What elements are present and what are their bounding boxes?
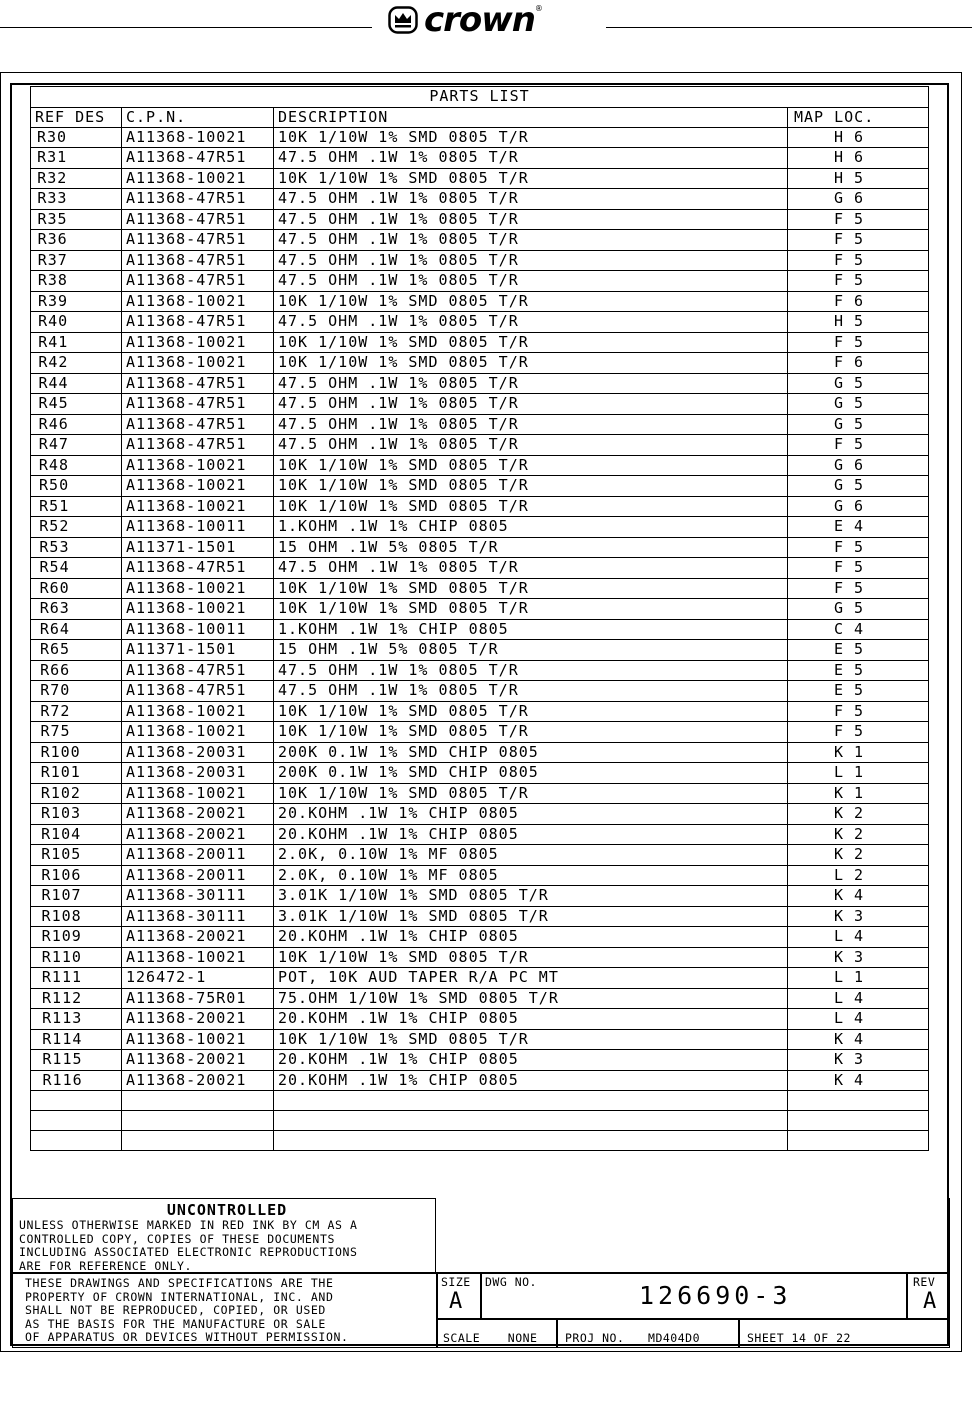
ref-des: R64 xyxy=(31,619,122,640)
cpn: A11368-10011 xyxy=(122,619,274,640)
empty-cell xyxy=(122,1131,274,1151)
ref-des: R102 xyxy=(31,783,122,804)
cpn: A11368-10021 xyxy=(122,455,274,476)
description: 20.KOHM .1W 1% CHIP 0805 xyxy=(274,927,788,948)
parts-row xyxy=(31,783,929,804)
parts-row xyxy=(31,148,929,169)
dwg-no-value: 126690-3 xyxy=(639,1281,792,1310)
parts-row xyxy=(31,1050,929,1071)
map-loc: K 4 xyxy=(788,886,929,907)
proj-label: PROJ NO. xyxy=(565,1331,625,1345)
map-loc: E 5 xyxy=(788,640,929,661)
description: 10K 1/10W 1% SMD 0805 T/R xyxy=(274,496,788,517)
parts-row xyxy=(31,619,929,640)
ref-des: R36 xyxy=(31,230,122,251)
cpn: A11368-47R51 xyxy=(122,414,274,435)
ref-des: R109 xyxy=(31,927,122,948)
ref-des: R38 xyxy=(31,271,122,292)
parts-list-title: PARTS LIST xyxy=(31,87,929,108)
parts-row xyxy=(31,988,929,1009)
parts-row xyxy=(31,353,929,374)
parts-row xyxy=(31,640,929,661)
map-loc: K 1 xyxy=(788,783,929,804)
rev-value: A xyxy=(923,1289,937,1314)
parts-row xyxy=(31,865,929,886)
parts-row xyxy=(31,927,929,948)
map-loc: H 5 xyxy=(788,312,929,333)
description: 47.5 OHM .1W 1% 0805 T/R xyxy=(274,373,788,394)
parts-row xyxy=(31,373,929,394)
parts-row xyxy=(31,414,929,435)
property-line: OF APPARATUS OR DEVICES WITHOUT PERMISSION. xyxy=(25,1330,349,1345)
cpn: A11368-30111 xyxy=(122,906,274,927)
description: 200K 0.1W 1% SMD CHIP 0805 xyxy=(274,742,788,763)
map-loc: G 6 xyxy=(788,189,929,210)
parts-row xyxy=(31,599,929,620)
cpn: A11368-10021 xyxy=(122,332,274,353)
ref-des: R75 xyxy=(31,722,122,743)
parts-row xyxy=(31,722,929,743)
description: 47.5 OHM .1W 1% 0805 T/R xyxy=(274,148,788,169)
header-rule-right xyxy=(606,27,972,28)
map-loc: L 4 xyxy=(788,927,929,948)
map-loc: K 2 xyxy=(788,824,929,845)
map-loc: G 5 xyxy=(788,599,929,620)
parts-row xyxy=(31,209,929,230)
cpn: A11368-10021 xyxy=(122,722,274,743)
dwg-no-label: DWG NO. xyxy=(485,1275,537,1289)
map-loc: F 6 xyxy=(788,353,929,374)
description: 1.KOHM .1W 1% CHIP 0805 xyxy=(274,517,788,538)
parts-row xyxy=(31,763,929,784)
description: 2.0K, 0.10W 1% MF 0805 xyxy=(274,845,788,866)
ref-des: R42 xyxy=(31,353,122,374)
map-loc: G 6 xyxy=(788,496,929,517)
cpn: A11368-10021 xyxy=(122,947,274,968)
title-block-blank xyxy=(434,1198,950,1274)
cpn: A11368-20031 xyxy=(122,763,274,784)
description: 10K 1/10W 1% SMD 0805 T/R xyxy=(274,1029,788,1050)
map-loc: L 4 xyxy=(788,1009,929,1030)
empty-row xyxy=(31,1131,929,1151)
cpn: A11368-20011 xyxy=(122,845,274,866)
uncontrolled-title: UNCONTROLLED xyxy=(166,1201,288,1219)
ref-des: R37 xyxy=(31,250,122,271)
map-loc: H 6 xyxy=(788,127,929,148)
parts-row xyxy=(31,189,929,210)
ref-des: R113 xyxy=(31,1009,122,1030)
map-loc: F 5 xyxy=(788,558,929,579)
parts-row xyxy=(31,845,929,866)
cpn: A11368-20021 xyxy=(122,1050,274,1071)
rev-cell xyxy=(906,1272,950,1320)
cpn: 126472-1 xyxy=(122,968,274,989)
ref-des: R105 xyxy=(31,845,122,866)
description: 47.5 OHM .1W 1% 0805 T/R xyxy=(274,312,788,333)
description: 47.5 OHM .1W 1% 0805 T/R xyxy=(274,250,788,271)
scale-cell xyxy=(436,1318,558,1348)
map-loc: E 4 xyxy=(788,517,929,538)
property-line: PROPERTY OF CROWN INTERNATIONAL, INC. AND xyxy=(25,1289,334,1304)
ref-des: R41 xyxy=(31,332,122,353)
parts-row xyxy=(31,578,929,599)
empty-cell xyxy=(122,1091,274,1111)
sheet-cell xyxy=(738,1318,950,1348)
dwg-no-cell xyxy=(480,1272,908,1320)
parts-row xyxy=(31,701,929,722)
ref-des: R33 xyxy=(31,189,122,210)
map-loc: K 4 xyxy=(788,1070,929,1091)
map-loc: K 3 xyxy=(788,906,929,927)
ref-des: R52 xyxy=(31,517,122,538)
description: 10K 1/10W 1% SMD 0805 T/R xyxy=(274,168,788,189)
parts-row xyxy=(31,291,929,312)
description: 10K 1/10W 1% SMD 0805 T/R xyxy=(274,947,788,968)
cpn: A11368-20021 xyxy=(122,927,274,948)
cpn: A11368-10021 xyxy=(122,578,274,599)
ref-des: R46 xyxy=(31,414,122,435)
proj-cell xyxy=(556,1318,740,1348)
cpn: A11368-10021 xyxy=(122,168,274,189)
ref-des: R115 xyxy=(31,1050,122,1071)
ref-des: R114 xyxy=(31,1029,122,1050)
ref-des: R39 xyxy=(31,291,122,312)
description: 10K 1/10W 1% SMD 0805 T/R xyxy=(274,578,788,599)
parts-row xyxy=(31,476,929,497)
parts-row xyxy=(31,127,929,148)
registered-mark: ® xyxy=(534,4,543,13)
cpn: A11368-10021 xyxy=(122,476,274,497)
parts-row xyxy=(31,537,929,558)
cpn: A11368-47R51 xyxy=(122,250,274,271)
map-loc: E 5 xyxy=(788,681,929,702)
property-line: AS THE BASIS FOR THE MANUFACTURE OR SALE xyxy=(25,1316,326,1331)
description: 47.5 OHM .1W 1% 0805 T/R xyxy=(274,209,788,230)
col-ref-des: REF DES xyxy=(31,107,122,127)
map-loc: F 5 xyxy=(788,209,929,230)
ref-des: R70 xyxy=(31,681,122,702)
cpn: A11368-75R01 xyxy=(122,988,274,1009)
cpn: A11368-47R51 xyxy=(122,558,274,579)
description: 10K 1/10W 1% SMD 0805 T/R xyxy=(274,476,788,497)
col-map-loc: MAP LOC. xyxy=(788,107,929,127)
sheet-text: SHEET 14 OF 22 xyxy=(747,1331,851,1345)
map-loc: G 5 xyxy=(788,414,929,435)
map-loc: F 5 xyxy=(788,250,929,271)
parts-row xyxy=(31,250,929,271)
description: 1.KOHM .1W 1% CHIP 0805 xyxy=(274,619,788,640)
rev-label: REV xyxy=(913,1275,936,1289)
empty-cell xyxy=(31,1131,122,1151)
description: 47.5 OHM .1W 1% 0805 T/R xyxy=(274,271,788,292)
parts-row xyxy=(31,558,929,579)
cpn: A11368-20021 xyxy=(122,1070,274,1091)
parts-row xyxy=(31,496,929,517)
empty-cell xyxy=(788,1091,929,1111)
ref-des: R63 xyxy=(31,599,122,620)
map-loc: K 3 xyxy=(788,1050,929,1071)
map-loc: G 6 xyxy=(788,455,929,476)
parts-list-table xyxy=(30,86,929,1151)
ref-des: R60 xyxy=(31,578,122,599)
cpn: A11368-20021 xyxy=(122,804,274,825)
cpn: A11368-10021 xyxy=(122,599,274,620)
description: 200K 0.1W 1% SMD CHIP 0805 xyxy=(274,763,788,784)
crown-logo xyxy=(388,2,598,38)
description: 10K 1/10W 1% SMD 0805 T/R xyxy=(274,353,788,374)
crown-icon xyxy=(388,6,418,34)
ref-des: R100 xyxy=(31,742,122,763)
parts-row xyxy=(31,332,929,353)
cpn: A11368-10021 xyxy=(122,783,274,804)
cpn: A11368-10021 xyxy=(122,127,274,148)
map-loc: L 1 xyxy=(788,968,929,989)
cpn: A11368-10021 xyxy=(122,701,274,722)
uncontrolled-notice xyxy=(12,1198,436,1274)
empty-cell xyxy=(122,1111,274,1131)
cpn: A11368-47R51 xyxy=(122,148,274,169)
size-label: SIZE xyxy=(441,1275,471,1289)
parts-row xyxy=(31,742,929,763)
map-loc: K 2 xyxy=(788,804,929,825)
parts-row xyxy=(31,455,929,476)
empty-cell xyxy=(31,1111,122,1131)
property-line: SHALL NOT BE REPRODUCED, COPIED, OR USED xyxy=(25,1303,326,1318)
parts-row xyxy=(31,168,929,189)
empty-cell xyxy=(274,1111,788,1131)
map-loc: F 6 xyxy=(788,291,929,312)
parts-row xyxy=(31,1029,929,1050)
description: 47.5 OHM .1W 1% 0805 T/R xyxy=(274,394,788,415)
description: 10K 1/10W 1% SMD 0805 T/R xyxy=(274,783,788,804)
proj-value: MD404D0 xyxy=(648,1331,700,1345)
cpn: A11368-10021 xyxy=(122,291,274,312)
map-loc: F 5 xyxy=(788,578,929,599)
ref-des: R101 xyxy=(31,763,122,784)
brand-wordmark: crown xyxy=(424,0,535,40)
cpn: A11368-47R51 xyxy=(122,189,274,210)
size-cell xyxy=(436,1272,482,1320)
description: 10K 1/10W 1% SMD 0805 T/R xyxy=(274,455,788,476)
uncontrolled-line: ARE FOR REFERENCE ONLY. xyxy=(19,1258,193,1273)
uncontrolled-line: INCLUDING ASSOCIATED ELECTRONIC REPRODUCTIONS xyxy=(19,1245,358,1260)
ref-des: R53 xyxy=(31,537,122,558)
description: 15 OHM .1W 5% 0805 T/R xyxy=(274,537,788,558)
cpn: A11368-47R51 xyxy=(122,394,274,415)
ref-des: R40 xyxy=(31,312,122,333)
col-cpn: C.P.N. xyxy=(122,107,274,127)
scale-value: NONE xyxy=(507,1331,538,1345)
parts-row xyxy=(31,906,929,927)
map-loc: F 5 xyxy=(788,537,929,558)
cpn: A11371-1501 xyxy=(122,537,274,558)
ref-des: R45 xyxy=(31,394,122,415)
empty-cell xyxy=(274,1131,788,1151)
map-loc: H 5 xyxy=(788,168,929,189)
empty-cell xyxy=(788,1111,929,1131)
description: 10K 1/10W 1% SMD 0805 T/R xyxy=(274,332,788,353)
parts-row xyxy=(31,517,929,538)
cpn: A11368-47R51 xyxy=(122,373,274,394)
uncontrolled-line: CONTROLLED COPY, COPIES OF THESE DOCUMENTS xyxy=(19,1231,335,1246)
cpn: A11371-1501 xyxy=(122,640,274,661)
empty-cell xyxy=(274,1091,788,1111)
property-line: THESE DRAWINGS AND SPECIFICATIONS ARE THE xyxy=(25,1276,334,1290)
description: 47.5 OHM .1W 1% 0805 T/R xyxy=(274,660,788,681)
parts-row xyxy=(31,1009,929,1030)
map-loc: K 4 xyxy=(788,1029,929,1050)
ref-des: R65 xyxy=(31,640,122,661)
description: 75.OHM 1/10W 1% SMD 0805 T/R xyxy=(274,988,788,1009)
ref-des: R111 xyxy=(31,968,122,989)
property-notice xyxy=(12,1272,438,1348)
description: 2.0K, 0.10W 1% MF 0805 xyxy=(274,865,788,886)
description: 47.5 OHM .1W 1% 0805 T/R xyxy=(274,435,788,456)
description: 10K 1/10W 1% SMD 0805 T/R xyxy=(274,701,788,722)
parts-row xyxy=(31,435,929,456)
parts-row xyxy=(31,271,929,292)
description: 3.01K 1/10W 1% SMD 0805 T/R xyxy=(274,906,788,927)
ref-des: R44 xyxy=(31,373,122,394)
description: 20.KOHM .1W 1% CHIP 0805 xyxy=(274,804,788,825)
parts-row xyxy=(31,886,929,907)
cpn: A11368-47R51 xyxy=(122,435,274,456)
ref-des: R31 xyxy=(31,148,122,169)
description: 47.5 OHM .1W 1% 0805 T/R xyxy=(274,558,788,579)
description: 20.KOHM .1W 1% CHIP 0805 xyxy=(274,1070,788,1091)
map-loc: F 5 xyxy=(788,230,929,251)
header-rule-left xyxy=(0,27,372,28)
ref-des: R72 xyxy=(31,701,122,722)
parts-row xyxy=(31,968,929,989)
map-loc: F 5 xyxy=(788,722,929,743)
map-loc: C 4 xyxy=(788,619,929,640)
description: 10K 1/10W 1% SMD 0805 T/R xyxy=(274,291,788,312)
description: POT, 10K AUD TAPER R/A PC MT xyxy=(274,968,788,989)
ref-des: R54 xyxy=(31,558,122,579)
parts-row xyxy=(31,1070,929,1091)
cpn: A11368-20031 xyxy=(122,742,274,763)
description: 47.5 OHM .1W 1% 0805 T/R xyxy=(274,230,788,251)
size-value: A xyxy=(449,1289,463,1314)
cpn: A11368-47R51 xyxy=(122,209,274,230)
map-loc: L 1 xyxy=(788,763,929,784)
description: 3.01K 1/10W 1% SMD 0805 T/R xyxy=(274,886,788,907)
map-loc: L 2 xyxy=(788,865,929,886)
ref-des: R104 xyxy=(31,824,122,845)
col-description: DESCRIPTION xyxy=(274,107,788,127)
parts-row xyxy=(31,230,929,251)
parts-row xyxy=(31,824,929,845)
empty-cell xyxy=(31,1091,122,1111)
cpn: A11368-47R51 xyxy=(122,660,274,681)
cpn: A11368-47R51 xyxy=(122,271,274,292)
ref-des: R112 xyxy=(31,988,122,1009)
parts-row xyxy=(31,394,929,415)
ref-des: R66 xyxy=(31,660,122,681)
scale-label: SCALE xyxy=(443,1331,481,1345)
cpn: A11368-30111 xyxy=(122,886,274,907)
description: 10K 1/10W 1% SMD 0805 T/R xyxy=(274,127,788,148)
map-loc: K 2 xyxy=(788,845,929,866)
map-loc: G 5 xyxy=(788,373,929,394)
ref-des: R116 xyxy=(31,1070,122,1091)
cpn: A11368-10021 xyxy=(122,496,274,517)
map-loc: H 6 xyxy=(788,148,929,169)
ref-des: R35 xyxy=(31,209,122,230)
description: 20.KOHM .1W 1% CHIP 0805 xyxy=(274,1009,788,1030)
ref-des: R107 xyxy=(31,886,122,907)
description: 20.KOHM .1W 1% CHIP 0805 xyxy=(274,1050,788,1071)
cpn: A11368-10021 xyxy=(122,353,274,374)
ref-des: R48 xyxy=(31,455,122,476)
description: 20.KOHM .1W 1% CHIP 0805 xyxy=(274,824,788,845)
cpn: A11368-47R51 xyxy=(122,230,274,251)
ref-des: R108 xyxy=(31,906,122,927)
ref-des: R103 xyxy=(31,804,122,825)
parts-row xyxy=(31,660,929,681)
map-loc: F 5 xyxy=(788,701,929,722)
map-loc: G 5 xyxy=(788,476,929,497)
parts-row xyxy=(31,947,929,968)
cpn: A11368-10011 xyxy=(122,517,274,538)
ref-des: R32 xyxy=(31,168,122,189)
cpn: A11368-10021 xyxy=(122,1029,274,1050)
cpn: A11368-47R51 xyxy=(122,312,274,333)
empty-row xyxy=(31,1091,929,1111)
ref-des: R110 xyxy=(31,947,122,968)
map-loc: E 5 xyxy=(788,660,929,681)
description: 10K 1/10W 1% SMD 0805 T/R xyxy=(274,599,788,620)
ref-des: R106 xyxy=(31,865,122,886)
cpn: A11368-20021 xyxy=(122,1009,274,1030)
ref-des: R51 xyxy=(31,496,122,517)
cpn: A11368-47R51 xyxy=(122,681,274,702)
ref-des: R47 xyxy=(31,435,122,456)
ref-des: R30 xyxy=(31,127,122,148)
empty-row xyxy=(31,1111,929,1131)
description: 47.5 OHM .1W 1% 0805 T/R xyxy=(274,681,788,702)
ref-des: R50 xyxy=(31,476,122,497)
map-loc: K 1 xyxy=(788,742,929,763)
uncontrolled-line: UNLESS OTHERWISE MARKED IN RED INK BY CM AS A xyxy=(19,1218,358,1232)
description: 15 OHM .1W 5% 0805 T/R xyxy=(274,640,788,661)
description: 47.5 OHM .1W 1% 0805 T/R xyxy=(274,189,788,210)
map-loc: F 5 xyxy=(788,435,929,456)
map-loc: L 4 xyxy=(788,988,929,1009)
description: 47.5 OHM .1W 1% 0805 T/R xyxy=(274,414,788,435)
map-loc: G 5 xyxy=(788,394,929,415)
cpn: A11368-20021 xyxy=(122,824,274,845)
map-loc: F 5 xyxy=(788,332,929,353)
map-loc: F 5 xyxy=(788,271,929,292)
parts-row xyxy=(31,804,929,825)
cpn: A11368-20011 xyxy=(122,865,274,886)
empty-cell xyxy=(788,1131,929,1151)
description: 10K 1/10W 1% SMD 0805 T/R xyxy=(274,722,788,743)
parts-row xyxy=(31,681,929,702)
map-loc: K 3 xyxy=(788,947,929,968)
parts-row xyxy=(31,312,929,333)
